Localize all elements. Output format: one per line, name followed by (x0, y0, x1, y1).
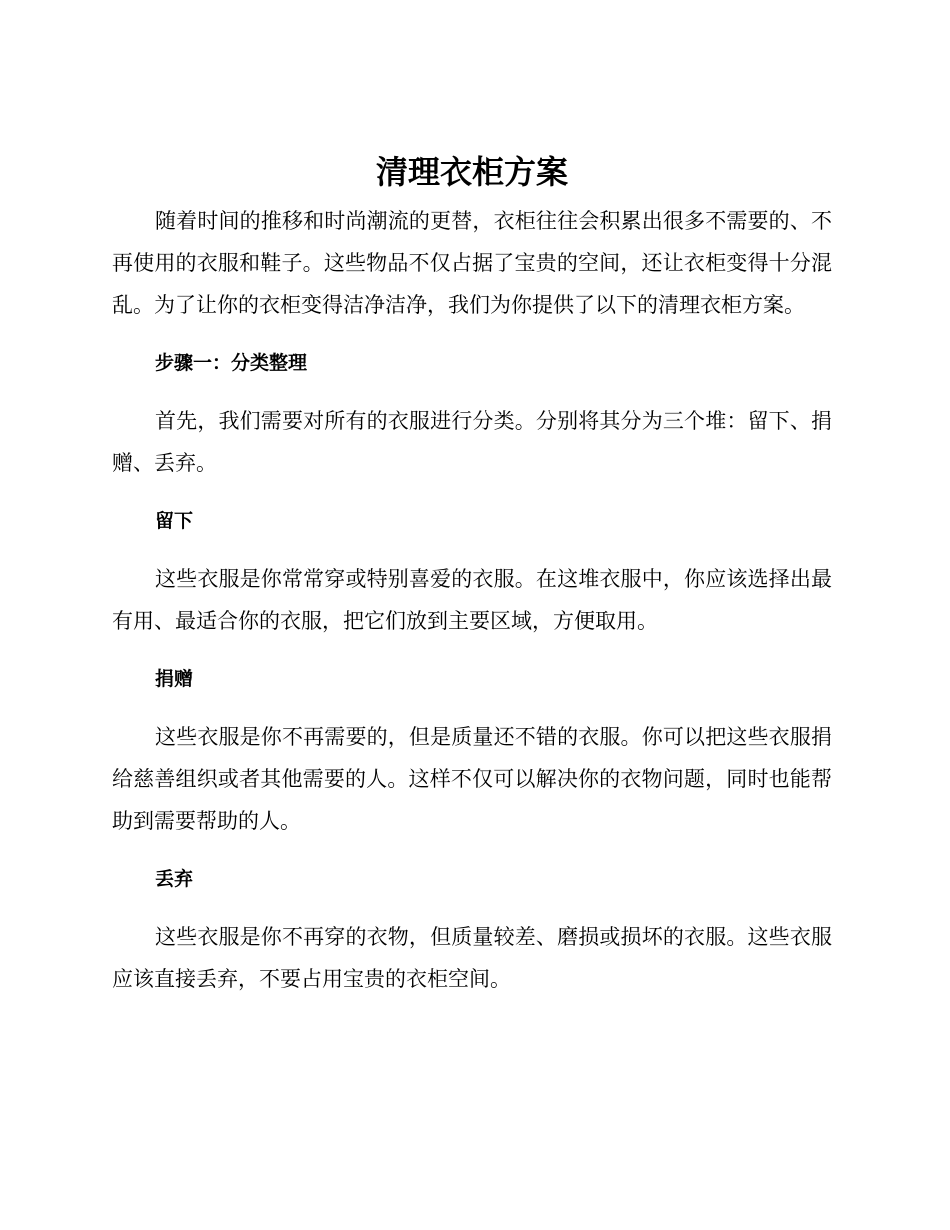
section-body-keep: 这些衣服是你常常穿或特别喜爱的衣服。在这堆衣服中，你应该选择出最有用、最适合你的衣服，把它们放到主要区域，方便取用。 (112, 567, 832, 633)
section-heading-discard: 丢弃 (155, 868, 194, 890)
intro-paragraph: 随着时间的推移和时尚潮流的更替，衣柜往往会积累出很多不需要的、不再使用的衣服和鞋子。这些物品不仅占据了宝贵的空间，还让衣柜变得十分混乱。为了让你的衣柜变得洁净洁净，我们为你提供了以下的清理衣柜方案。 (112, 209, 832, 317)
section-body-step-one: 首先，我们需要对所有的衣服进行分类。分别将其分为三个堆：留下、捐赠、丢弃。 (112, 409, 832, 475)
section-body-donate: 这些衣服是你不再需要的，但是质量还不错的衣服。你可以把这些衣服捐给慈善组织或者其他需要的人。这样不仅可以解决你的衣物问题，同时也能帮助到需要帮助的人。 (112, 725, 832, 833)
document-page (112, 150, 832, 1000)
section-heading-keep: 留下 (155, 510, 194, 532)
section-heading-step-one: 步骤一：分类整理 (155, 352, 308, 374)
section-heading-donate: 捐赠 (155, 668, 194, 690)
document-title: 清理衣柜方案 (375, 153, 568, 191)
section-body-discard: 这些衣服是你不再穿的衣物，但质量较差、磨损或损坏的衣服。这些衣服应该直接丢弃，不要占用宝贵的衣柜空间。 (112, 925, 832, 991)
